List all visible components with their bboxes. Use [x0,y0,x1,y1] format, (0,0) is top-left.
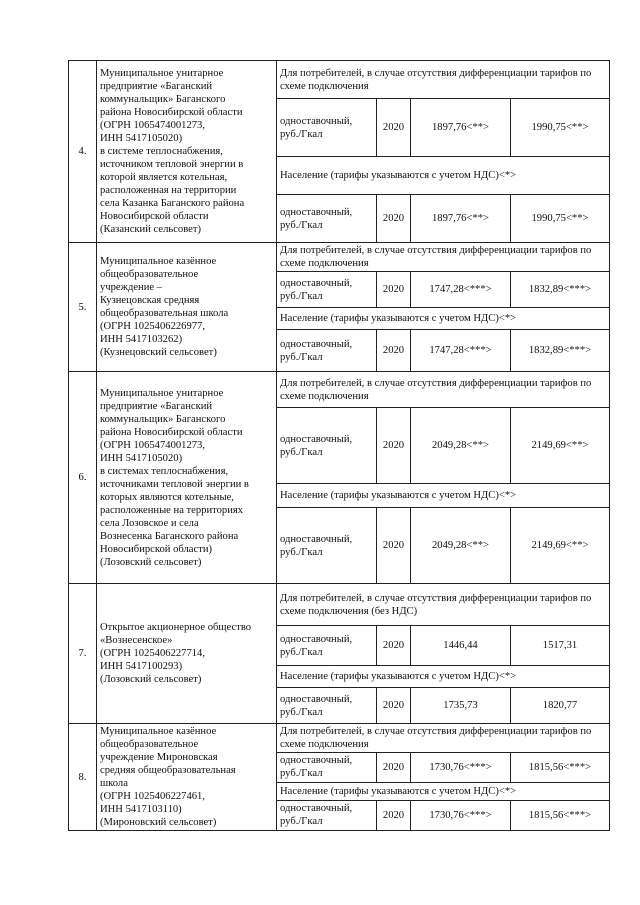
organization-line: в системе теплоснабжения, [100,146,223,157]
tariff-group-label-row [69,724,610,753]
tariff-year: 2020 [377,753,411,782]
tariff-kind: одноставочный, руб./Гкал [277,408,377,484]
organization-line: ИНН 5417105020) [100,133,183,144]
organization-line: предприятие «Баганский [100,81,213,92]
tariff-price-second-half: 2149,69<**> [511,408,610,484]
organization-line: «Вознесенское» [100,635,173,646]
row-number: 4. [69,61,97,243]
consumer-group-label: Население (тарифы указываются с учетом НДС)<*> [277,308,610,330]
organization-line: (Лозовский сельсовет) [100,556,202,568]
consumer-group-label: Население (тарифы указываются с учетом НДС)<*> [277,666,610,688]
consumer-group-label: Для потребителей, в случае отсутствия дифференциации тарифов по схеме подключения (без НДС) [277,584,610,626]
consumer-group-label: Для потребителей, в случае отсутствия дифференциации тарифов по схеме подключения [277,724,610,753]
organization-line: села Лозовское и села [100,517,199,529]
tariff-price-second-half: 1832,89<***> [511,272,610,308]
organization-line: которых являются котельные, [100,491,234,503]
organization-line: предприятие «Баганский [100,400,213,412]
organization-cell [97,372,277,584]
tariff-year: 2020 [377,272,411,308]
tariff-year: 2020 [377,626,411,666]
organization-line: ИНН 5417100293) [100,661,183,672]
organization-line: Муниципальное унитарное [100,68,224,79]
organization-line: Новосибирской области [100,211,209,222]
tariff-price-first-half: 2049,28<**> [411,408,511,484]
tariff-year: 2020 [377,508,411,584]
tariff-kind: одноставочный, руб./Гкал [277,688,377,724]
organization-line: коммунальщик» Баганского [100,413,226,425]
tariff-price-second-half: 1820,77 [511,688,610,724]
tariff-kind: одноставочный, руб./Гкал [277,99,377,157]
organization-line: расположенная на территории [100,185,237,196]
organization-line: (Кузнецовский сельсовет) [100,347,217,358]
organization-line: общеобразовательное [100,269,199,280]
tariff-price-second-half: 2149,69<**> [511,508,610,584]
organization-cell [97,724,277,831]
tariff-group-label-row [69,243,610,272]
tariff-price-first-half: 1735,73 [411,688,511,724]
consumer-group-label: Население (тарифы указываются с учетом НДС)<*> [277,484,610,508]
tariff-price-first-half: 1747,28<***> [411,272,511,308]
organization-line: средняя общеобразовательная [100,765,236,776]
tariff-year: 2020 [377,408,411,484]
tariff-group-label-row [69,61,610,99]
tariff-kind: одноставочный, руб./Гкал [277,626,377,666]
organization-line: школа [100,778,128,789]
organization-line: источником тепловой энергии в [100,159,244,170]
row-number: 7. [69,584,97,724]
tariff-price-first-half: 1730,76<***> [411,753,511,782]
row-number: 6. [69,372,97,584]
tariff-price-first-half: 1747,28<***> [411,330,511,372]
organization-line: (Казанский сельсовет) [100,224,201,235]
tariff-kind: одноставочный, руб./Гкал [277,508,377,584]
organization-line: (ОГРН 1025406227461, [100,791,206,802]
consumer-group-label: Для потребителей, в случае отсутствия дифференциации тарифов по схеме подключения [277,61,610,99]
organization-line: Открытое акционерное общество [100,622,252,633]
tariff-price-second-half: 1990,75<**> [511,195,610,243]
tariff-price-first-half: 1897,76<**> [411,195,511,243]
organization-line: учреждение – [100,282,163,293]
tariff-price-first-half: 2049,28<**> [411,508,511,584]
tariff-price-second-half: 1815,56<***> [511,800,610,830]
tariff-group-label-row [69,372,610,408]
organization-line: Вознесенка Баганского района [100,530,239,542]
tariff-table-body [69,61,610,831]
tariff-year: 2020 [377,330,411,372]
tariff-kind: одноставочный, руб./Гкал [277,753,377,782]
tariff-kind: одноставочный, руб./Гкал [277,272,377,308]
organization-line: (Мироновский сельсовет) [100,817,217,828]
tariff-price-first-half: 1730,76<***> [411,800,511,830]
tariff-table [68,60,610,831]
tariff-year: 2020 [377,800,411,830]
organization-line: общеобразовательное [100,739,199,750]
organization-line: (ОГРН 1025406227714, [100,648,206,659]
organization-line: села Казанка Баганского района [100,198,245,209]
tariff-year: 2020 [377,195,411,243]
organization-line: ИНН 5417103110) [100,804,182,815]
organization-line: которой является котельная, [100,172,228,183]
organization-line: района Новосибирской области [100,107,243,118]
organization-line: учреждение Мироновская [100,752,218,763]
organization-line: (Лозовский сельсовет) [100,674,202,685]
organization-line: (ОГРН 1025406226977, [100,321,206,332]
organization-line: общеобразовательная школа [100,308,229,319]
organization-cell [97,584,277,724]
organization-cell [97,243,277,372]
organization-line: ИНН 5417103262) [100,334,183,345]
organization-line: Муниципальное унитарное [100,387,224,399]
organization-line: Новосибирской области) [100,543,213,555]
tariff-year: 2020 [377,99,411,157]
organization-line: района Новосибирской области [100,426,243,438]
row-number: 5. [69,243,97,372]
tariff-year: 2020 [377,688,411,724]
tariff-price-second-half: 1990,75<**> [511,99,610,157]
tariff-price-first-half: 1897,76<**> [411,99,511,157]
organization-line: коммунальщик» Баганского [100,94,226,105]
consumer-group-label: Население (тарифы указываются с учетом НДС)<*> [277,157,610,195]
row-number: 8. [69,724,97,831]
tariff-group-label-row [69,584,610,626]
organization-line: Муниципальное казённое [100,726,217,737]
organization-line: (ОГРН 1065474001273, [100,120,206,131]
consumer-group-label: Население (тарифы указываются с учетом НДС)<*> [277,782,610,800]
tariff-kind: одноставочный, руб./Гкал [277,800,377,830]
consumer-group-label: Для потребителей, в случае отсутствия дифференциации тарифов по схеме подключения [277,372,610,408]
tariff-price-first-half: 1446,44 [411,626,511,666]
tariff-price-second-half: 1815,56<***> [511,753,610,782]
tariff-price-second-half: 1517,31 [511,626,610,666]
organization-line: расположенные на территориях [100,504,244,516]
organization-line: источниками тепловой энергии в [100,478,249,490]
organization-line: (ОГРН 1065474001273, [100,439,206,451]
consumer-group-label: Для потребителей, в случае отсутствия дифференциации тарифов по схеме подключения [277,243,610,272]
organization-line: Кузнецовская средняя [100,295,200,306]
organization-line: Муниципальное казённое [100,256,217,267]
organization-line: ИНН 5417105020) [100,452,183,464]
tariff-price-second-half: 1832,89<***> [511,330,610,372]
organization-line: в системах теплоснабжения, [100,465,229,477]
tariff-kind: одноставочный, руб./Гкал [277,330,377,372]
tariff-kind: одноставочный, руб./Гкал [277,195,377,243]
organization-cell [97,61,277,243]
